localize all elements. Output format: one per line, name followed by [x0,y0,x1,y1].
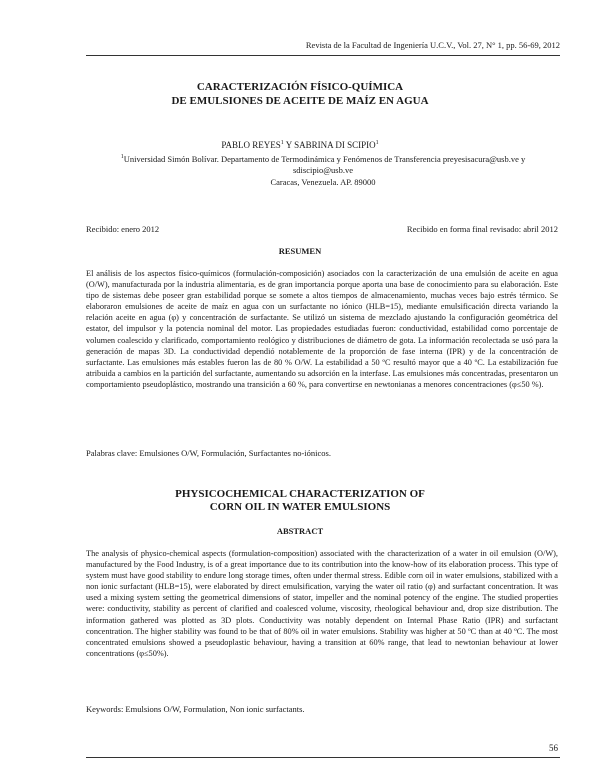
page-number: 56 [549,743,558,753]
revised-date: Recibido en forma final revisado: abril 2012 [406,224,558,234]
english-title-line-2: CORN OIL IN WATER EMULSIONS [209,501,391,513]
spanish-title-line-1: CARACTERIZACIÓN FÍSICO-QUÍMICA [196,81,404,93]
palabras-clave: Palabras clave: Emulsiones O/W, Formulación, Surfactantes no-iónicos. [86,448,331,458]
affiliation-line-3: Caracas, Venezuela. AP. 89000 [270,176,376,187]
keywords: Keywords: Emulsions O/W, Formulation, Non ionic surfactants. [86,704,305,714]
spanish-title [0,80,600,108]
author-1: PABLO REYES [221,140,281,150]
spanish-title-line-2: DE EMULSIONES DE ACEITE DE MAÍZ EN AGUA [171,95,429,107]
journal-reference: Revista de la Facultad de Ingeniería U.C.V., Vol. 27, N° 1, pp. 56-69, 2012 [305,40,560,50]
affiliation-mark: 1 [120,154,124,160]
resumen-heading: RESUMEN [278,246,322,256]
abstract-heading: ABSTRACT [276,526,324,536]
affiliation-line-1: $^1$Universidad Simón Bolívar. Departamento de Termodinámica y Fenómenos de Transferencia preyesisacura@usb.ve y [120,153,526,164]
footer-rule [86,757,560,758]
authors [0,140,600,150]
received-date: Recibido: enero 2012 [86,224,160,234]
english-title [0,488,600,514]
author-2-affiliation-mark: 1 [375,140,379,146]
affiliation [86,152,560,188]
header-rule [86,55,560,56]
affiliation-line-2: sdiscipio@usb.ve [292,165,353,176]
author-2: Y SABRINA DI SCIPIO [283,140,376,150]
resumen-text: El análisis de los aspectos físico-químicos (formulación-composición) asociados con la caracterización de una emulsión de aceite en agua (O/W), manufacturada por la industria alimentaria, es de gran importancia porque aporta una base de conocimiento para su elaboración. Este tipo de sistemas debe poseer gran estabilidad porque se somete a altos tiempos de almacenamiento, muchas veces bajo estrés térmico. Se elaboraron emulsiones de aceite de maíz en agua con un surfactante no iónico (HLB=15), mediante emulsificación directa variando la relación aceite en agua (φ) y concentración de surfactante. Se utilizó un sistema de mezclado ajustando la configuración geométrica del estator, del impulsor y la potencia nominal del motor. Las propiedades estudiadas fueron: conductividad, estabilidad como porcentaje de volumen coalescido y clarificado, comportamiento reológico y distribuciones de diámetro de gota. La información recolectada se usó para la generación de mapas 3D. La conductividad dependió notablemente de la proporción de fase interna (IPR) y de la concentración de surfactante. Las emulsiones más estables fueron las de 80 % O/W. La estabilidad a 50 ºC resultó mayor que a 40 ºC. La estabilización fue atribuida a cambios en la partición del surfactante, aumentando su adsorción en la interfase. Las emulsiones más concentradas, presentaron un comportamiento pseudoplástico, mostrando una transición a 60 %, para convertirse en newtonianas a menores concentraciones (φ≤50 %). [86,269,558,389]
english-title-line-1: PHYSICOCHEMICAL CHARACTERIZATION OF [175,488,425,500]
author-1-affiliation-mark: 1 [280,140,284,146]
abstract-text: The analysis of physico-chemical aspects (formulation-composition) associated with the characterization of a water in oil emulsion (O/W), manufactured by the Food Industry, is of a great importance due to its contribution into the know-how of its elaboration process. This type of system must have good stability to endure long storage times, often under thermal stress. Edible corn oil in water emulsions, stabilized with a non ionic surfactant (HLB=15), were elaborated by direct emulsification, varying the water oil ratio (φ) and surfactant concentration. It was used a mixing system setting the geometrical dimensions of stator, impeller and the nominal potency of the engine. The studied properties were: conductivity, stability as percent of clarified and coalesced volume, viscosity, rheological behaviour and, drop size distribution. The information gathered was plotted as 3D plots. Conductivity was notably dependent on Internal Phase Ratio (IPR) and surfactant concentration. The higher stability was found to be that of 80% oil in water emulsions. Stability was higher at 50 ºC than at 40 ºC. The most concentrated emulsions showed a pseudoplastic behaviour, having a transition at 60% range, that lead to newtonian behaviour at lower concentrations (φ≤50%). [86,549,558,658]
